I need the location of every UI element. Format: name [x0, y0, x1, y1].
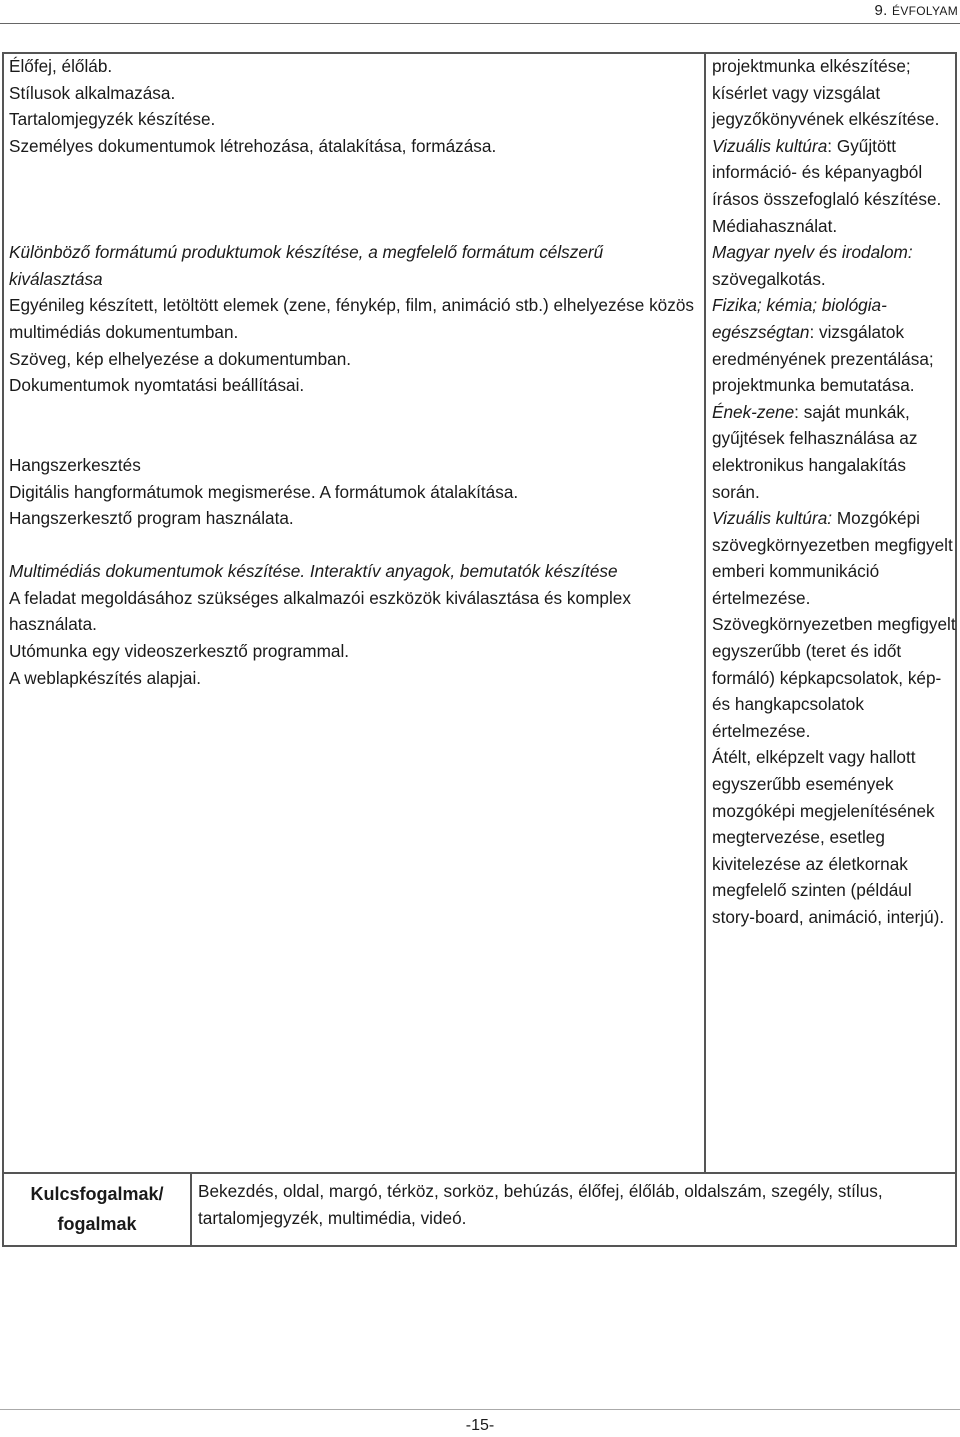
- connection-text: Médiahasználat.: [712, 215, 838, 236]
- text-line: Egyénileg készített, letöltött elemek (zene, fénykép, film, animáció stb.) elhelyezése közös multimédiás dokumentumban.: [9, 295, 694, 342]
- keywords-label: Kulcsfogalmak/ fogalmak: [30, 1184, 164, 1234]
- connection-item: Vizuális kultúra: Mozgóképi szövegkörnyezetben megfigyelt emberi kommunikáció értelmezése.: [712, 508, 953, 608]
- connection-text: Szövegkörnyezetben megfigyelt egyszerűbb (teret és időt formáló) képkapcsolatok, kép- és hangkapcsolatok értelmezése.: [712, 614, 956, 741]
- content-column: [9, 53, 699, 691]
- text-line: A weblapkészítés alapjai.: [9, 667, 202, 688]
- section-heading: Multimédiás dokumentumok készítése. Interaktív anyagok, bemutatók készítése: [9, 561, 618, 582]
- text-line: Stílusok alkalmazása.: [9, 82, 176, 103]
- grade-word: ÉVFOLYAM: [892, 4, 958, 18]
- text-line: Digitális hangformátumok megismerése. A formátumok átalakítása.: [9, 481, 519, 502]
- text-line: Hangszerkesztő program használata.: [9, 508, 294, 529]
- connection-text: Átélt, elképzelt vagy hallott egyszerűbb események mozgóképi megjelenítésének megtervezése, esetleg kivitelezése az életkornak megfelelő szinten (például story-board, animáció, interjú).: [712, 747, 945, 927]
- text-line: Személyes dokumentumok létrehozása, átalakítása, formázása.: [9, 135, 497, 156]
- connection-item: Ének-zene: saját munkák, gyűjtések felhasználása az elektronikus hangalakítás során.: [712, 401, 918, 502]
- connection-item: Vizuális kultúra: Gyűjtött információ- és képanyagból írásos összefoglaló készítése.: [712, 135, 942, 209]
- column-divider: [704, 54, 706, 1172]
- keywords-text: Bekezdés, oldal, margó, térköz, sorköz, behúzás, élőfej, élőláb, oldalszám, szegély, stílus, tartalomjegyzék, multimédia, videó.: [198, 1181, 883, 1228]
- section-heading: Különböző formátumú produktumok készítése, a megfelelő formátum célszerű kiválasztása: [9, 242, 604, 289]
- connection-item: Fizika; kémia; biológia-egészségtan: vizsgálatok eredményének prezentálása; projektmunka bemutatása.: [712, 295, 934, 396]
- text-line: Tartalomjegyzék készítése.: [9, 109, 216, 130]
- header-rule: [0, 23, 960, 24]
- text-line: Utómunka egy videoszerkesztő programmal.: [9, 641, 350, 662]
- page-number: -15-: [465, 1417, 495, 1434]
- grade-number: 9.: [874, 2, 888, 19]
- footer-rule: [0, 1409, 960, 1410]
- connection-item: Magyar nyelv és irodalom: szövegalkotás.: [712, 242, 913, 289]
- connection-text: projektmunka elkészítése; kísérlet vagy vizsgálat jegyzőkönyvének elkészítése.: [712, 56, 940, 130]
- text-line: Szöveg, kép elhelyezése a dokumentumban.: [9, 348, 352, 369]
- grade-header: [874, 0, 958, 22]
- text-line: Élőfej, élőláb.: [9, 56, 113, 76]
- text-line: A feladat megoldásához szükséges alkalmazói eszközök kiválasztása és komplex használata.: [9, 587, 631, 635]
- connections-column: [712, 53, 957, 931]
- text-line: Dokumentumok nyomtatási beállításai.: [9, 375, 305, 396]
- text-line: Hangszerkesztés: [9, 454, 141, 475]
- keywords-divider: [190, 1172, 192, 1247]
